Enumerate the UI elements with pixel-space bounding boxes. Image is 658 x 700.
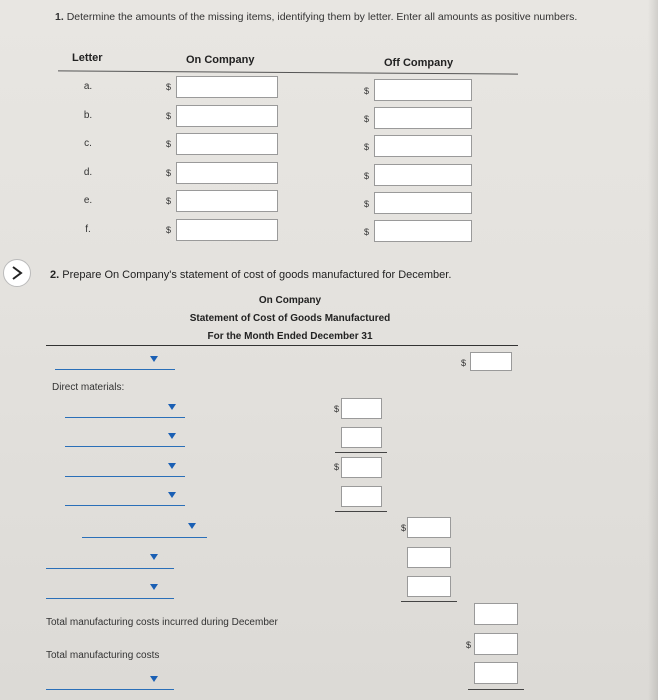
currency-symbol: $ — [334, 462, 340, 472]
dropdown-7-underline[interactable] — [46, 598, 174, 599]
total-mfg-costs-label: Total manufacturing costs — [46, 650, 160, 661]
caret-down-icon[interactable] — [168, 404, 176, 410]
dropdown-1-underline[interactable] — [55, 369, 175, 370]
on-company-input[interactable] — [176, 133, 278, 155]
caret-down-icon[interactable] — [150, 356, 158, 362]
off-company-input[interactable] — [374, 107, 472, 129]
currency-symbol: $ — [466, 640, 472, 650]
header-letter: Letter — [72, 52, 103, 64]
row-letter: e. — [83, 195, 93, 206]
on-company-input[interactable] — [176, 162, 278, 184]
dropdown-6-underline[interactable] — [46, 568, 174, 569]
total-rule — [468, 689, 524, 690]
dm-dropdown-4-underline[interactable] — [65, 505, 185, 506]
subtotal-rule — [401, 601, 457, 602]
question-2-prompt — [50, 269, 451, 281]
header-off-company: Off Company — [384, 57, 454, 69]
caret-down-icon[interactable] — [150, 554, 158, 560]
dm-line-2-input[interactable] — [341, 427, 382, 448]
currency-symbol: $ — [166, 196, 172, 206]
dm-dropdown-2-underline[interactable] — [65, 446, 185, 447]
caret-down-icon[interactable] — [150, 584, 158, 590]
currency-symbol: $ — [166, 139, 172, 149]
dm-line-1-input[interactable] — [341, 398, 382, 419]
currency-symbol: $ — [364, 170, 370, 181]
beginning-wip-input[interactable] — [474, 633, 518, 655]
off-company-input[interactable] — [374, 192, 472, 214]
caret-down-icon[interactable] — [168, 463, 176, 469]
dm-line-3-input[interactable] — [341, 457, 382, 478]
question-2-number: 2. — [50, 269, 60, 281]
row-letter: f. — [85, 223, 91, 235]
dm-dropdown-5-underline[interactable] — [82, 537, 207, 538]
question-1-text: Determine the amounts of the missing items, identifying them by letter. Enter all amounts as positive numbers. — [66, 11, 578, 23]
dm-dropdown-1-underline[interactable] — [65, 417, 185, 418]
currency-symbol: $ — [364, 142, 370, 153]
on-company-input[interactable] — [176, 219, 278, 241]
question-1-number: 1. — [55, 11, 64, 23]
on-company-input[interactable] — [176, 190, 278, 212]
header-on-company: On Company — [186, 54, 255, 66]
caret-down-icon[interactable] — [188, 523, 196, 529]
off-company-input[interactable] — [374, 79, 472, 101]
off-company-input[interactable] — [374, 164, 472, 186]
statement-company: On Company — [258, 295, 322, 306]
currency-symbol: $ — [401, 523, 407, 533]
expand-button[interactable] — [3, 259, 31, 287]
currency-symbol: $ — [166, 82, 172, 92]
row-letter: c. — [84, 138, 92, 149]
total-mfg-costs-incurred-input[interactable] — [474, 603, 518, 625]
question-2-text: Prepare On Company's statement of cost of goods manufactured for December. — [62, 269, 452, 281]
currency-symbol: $ — [166, 224, 172, 235]
line-7-input[interactable] — [407, 576, 451, 597]
subtotal-rule — [335, 452, 387, 453]
off-company-input[interactable] — [374, 135, 472, 157]
caret-down-icon[interactable] — [150, 676, 158, 682]
currency-symbol: $ — [364, 227, 370, 237]
row-letter: a. — [83, 81, 93, 92]
line-6-input[interactable] — [407, 547, 451, 568]
statement-period: For the Month Ended December 31 — [207, 331, 373, 342]
page-shadow-edge — [648, 0, 658, 700]
on-company-input[interactable] — [176, 76, 278, 98]
statement-line-1-input[interactable] — [470, 352, 512, 371]
direct-materials-label: Direct materials: — [52, 382, 125, 393]
line-5-input[interactable] — [407, 517, 451, 538]
statement-title: Statement of Cost of Goods Manufactured — [189, 313, 391, 324]
currency-symbol: $ — [334, 404, 340, 414]
currency-symbol: $ — [364, 198, 370, 209]
total-mfg-costs-input[interactable] — [474, 662, 518, 684]
subtotal-rule — [335, 511, 387, 512]
currency-symbol: $ — [166, 110, 172, 121]
on-company-input[interactable] — [176, 105, 278, 127]
row-letter: d. — [83, 166, 93, 178]
caret-down-icon[interactable] — [168, 433, 176, 439]
dm-dropdown-3-underline[interactable] — [65, 476, 185, 477]
question-1-prompt — [55, 9, 635, 26]
dropdown-8-underline[interactable] — [46, 689, 174, 690]
total-mfg-costs-incurred-label: Total manufacturing costs incurred during December — [46, 617, 278, 628]
caret-down-icon[interactable] — [168, 492, 176, 498]
statement-header-rule — [46, 345, 518, 346]
row-letter: b. — [83, 109, 93, 121]
currency-symbol: $ — [166, 167, 172, 178]
currency-symbol: $ — [364, 86, 370, 96]
chevron-right-icon — [11, 266, 23, 280]
off-company-input[interactable] — [374, 220, 472, 242]
currency-symbol: $ — [364, 114, 370, 125]
dm-line-4-input[interactable] — [341, 486, 382, 507]
currency-symbol: $ — [461, 358, 467, 368]
table-header-rule — [58, 70, 518, 74]
